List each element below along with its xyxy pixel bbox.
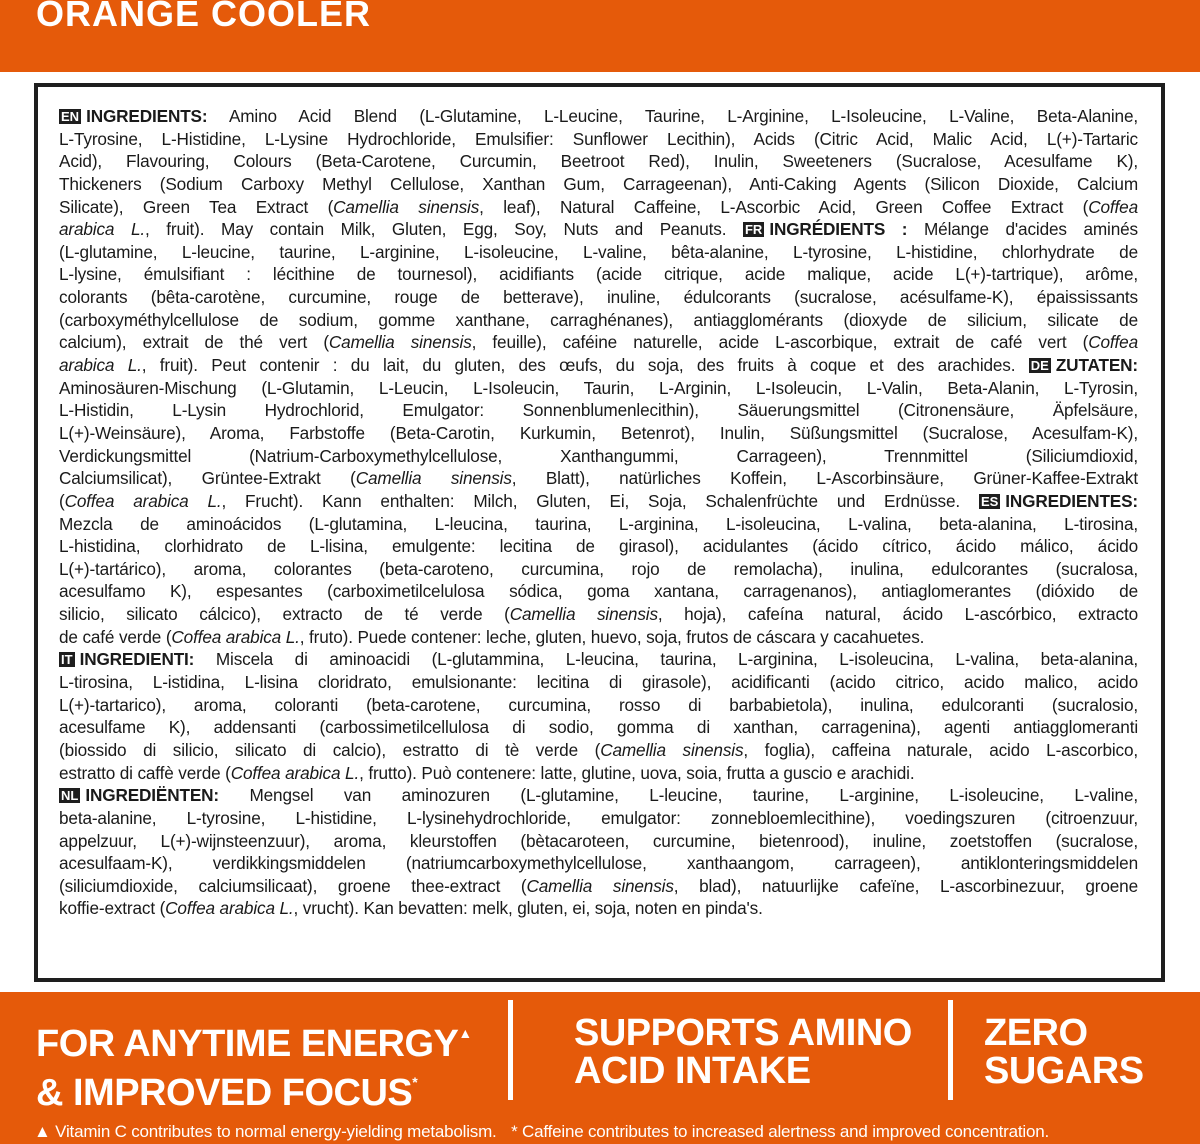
ingredient-text: Camellia sinensis bbox=[333, 196, 480, 217]
ingredient-text: Mélange d'acides aminés bbox=[907, 219, 1138, 240]
ingredient-text: INGREDIENTS: bbox=[86, 106, 208, 126]
ingredient-line bbox=[59, 445, 1138, 468]
ingredient-line bbox=[59, 762, 1138, 785]
ingredient-text: Acid), Flavouring, Colours (Beta-Carotene, Curcumin, Beetroot Red), Inulin, Sweeteners (Sucralose, Acesulfame K), bbox=[59, 151, 1138, 172]
ingredient-text: arabica L. bbox=[59, 355, 142, 376]
ingredient-text: Thickeners (Sodium Carboxy Methyl Cellulose, Xanthan Gum, Carrageenan), Anti-Caking Agents (Silicon Dioxide, Calcium bbox=[59, 173, 1138, 194]
divider bbox=[508, 1000, 513, 1100]
ingredient-line bbox=[59, 309, 1138, 332]
footnote-vitamin-c: ▲ Vitamin C contributes to normal energy-yielding metabolism. bbox=[34, 1122, 497, 1141]
ingredient-text: Coffea arabica L. bbox=[171, 626, 300, 647]
claim-zero-sugars bbox=[984, 1014, 1144, 1090]
ingredient-text: L-Histidin, L-Lysin Hydrochlorid, Emulgator: Sonnenblumenlecithin), Säuerungsmittel (Citronensäure, Äpfelsäure, bbox=[59, 400, 1138, 421]
ingredient-text: , Frucht). Kann enthalten: Milch, Gluten, Ei, Soja, Schalenfrüchte und Erdnüsse. bbox=[221, 490, 979, 511]
triangle-mark-icon: ▲ bbox=[458, 1025, 472, 1041]
flavor-title: ORANGE COOLER bbox=[36, 0, 372, 34]
ingredient-line bbox=[59, 897, 1138, 920]
ingredient-text: (carboxyméthylcellulose de sodium, gomme xanthane, carraghénanes), antiagglomérants (dioxyde de silicium, silicate de bbox=[59, 309, 1138, 330]
ingredient-text: acesulfaam-K), verdikkingsmiddelen (natriumcarboxymethylcellulose, xanthaangom, carrageen), antiklonteringsmiddelen bbox=[59, 853, 1138, 874]
ingredient-line bbox=[59, 535, 1138, 558]
ingredient-text: Coffea bbox=[1088, 332, 1138, 353]
ingredient-text: Camellia sinensis bbox=[328, 332, 472, 353]
ingredient-text: Calciumsilicat), Grüntee-Extrakt ( bbox=[59, 468, 356, 489]
ingredients-text bbox=[59, 105, 1138, 920]
ingredient-line bbox=[59, 852, 1138, 875]
ingredient-text: L-lysine, émulsifiant : lécithine de tournesol), acidifiants (acide citrique, acide malique, acide L(+)-tartrique), arôme, bbox=[59, 264, 1138, 285]
ingredient-line bbox=[59, 671, 1138, 694]
ingredient-line bbox=[59, 626, 1138, 649]
claim-line: FOR ANYTIME ENERGY bbox=[36, 1023, 459, 1065]
ingredient-text: , leaf), Natural Caffeine, L-Ascorbic Acid, Green Coffee Extract ( bbox=[479, 196, 1089, 217]
ingredient-text: Coffea arabica L. bbox=[64, 490, 222, 511]
ingredient-line bbox=[59, 354, 1138, 377]
ingredient-line bbox=[59, 263, 1138, 286]
ingredient-text: calcium), extrait de thé vert ( bbox=[59, 332, 329, 353]
ingredients-panel bbox=[34, 83, 1165, 982]
ingredient-text: estratto di caffè verde ( bbox=[59, 762, 231, 783]
ingredient-text: acesulfamo K), espesantes (carboximetilcelulosa sódica, goma xantana, carragenanos), antiaglomerantes (dióxido de bbox=[59, 581, 1138, 602]
ingredient-text: (siliciumdioxide, calciumsilicaat), groene thee-extract ( bbox=[59, 875, 527, 896]
claim-line: SUPPORTS AMINO bbox=[574, 1012, 912, 1054]
language-badge: IT bbox=[61, 652, 73, 668]
ingredient-text: beta-alanine, L-tyrosine, L-histidine, L-lysinehydrochloride, emulgator: zonnebloemlecithine), voedingszuren (citroenzuur, bbox=[59, 807, 1138, 828]
ingredient-text: Camellia sinensis bbox=[355, 468, 512, 489]
language-badge: FR bbox=[744, 222, 763, 238]
claim-line: SUGARS bbox=[984, 1050, 1144, 1092]
ingredient-line bbox=[59, 830, 1138, 853]
ingredient-text: Aminosäuren-Mischung (L-Glutamin, L-Leucin, L-Isoleucin, Taurin, L-Arginin, L-Isoleucin, L-Valin, Beta-Alanin, L-Tyrosin, bbox=[59, 377, 1138, 398]
ingredient-text: koffie-extract ( bbox=[59, 898, 166, 919]
ingredient-text: Coffea arabica L. bbox=[165, 898, 294, 919]
ingredient-line bbox=[59, 331, 1138, 354]
ingredient-text: , blad), natuurlijke cafeïne, L-ascorbinezuur, groene bbox=[673, 875, 1138, 896]
ingredient-line bbox=[59, 173, 1138, 196]
ingredient-text: , Blatt), natürliches Koffein, L-Ascorbinsäure, Grüner-Kaffee-Extrakt bbox=[511, 468, 1138, 489]
ingredient-text: , fruto). Puede contener: leche, gluten, huevo, soja, frutos de cáscara y cacahuetes. bbox=[299, 626, 925, 647]
ingredient-line bbox=[59, 286, 1138, 309]
ingredient-text: L(+)-tartárico), aroma, colorantes (beta-caroteno, curcumina, rojo de remolacha), inulina, edulcorantes (sucralosa, bbox=[59, 558, 1138, 579]
ingredient-text: Camellia sinensis bbox=[526, 875, 674, 896]
ingredient-text: Mezcla de aminoácidos (L-glutamina, L-leucina, taurina, L-arginina, L-isoleucina, L-valina, beta-alanina, L-tirosina, bbox=[59, 513, 1138, 534]
claims-band bbox=[0, 992, 1200, 1144]
claim-line: ZERO bbox=[984, 1012, 1088, 1054]
divider bbox=[948, 1000, 953, 1100]
footnotes bbox=[34, 1121, 1049, 1143]
footnote-caffeine: * Caffeine contributes to increased alertness and improved concentration. bbox=[511, 1122, 1050, 1141]
claim-line: & IMPROVED FOCUS bbox=[36, 1072, 413, 1114]
ingredient-text: , fruit). Peut contenir : du lait, du gluten, des œufs, du soja, des fruits à coque et des arachides. bbox=[141, 355, 1029, 376]
ingredient-line bbox=[59, 467, 1138, 490]
ingredient-text: (biossido di silicio, silicato di calcio), estratto di tè verde ( bbox=[59, 739, 601, 760]
ingredient-text: (L-glutamine, L-leucine, taurine, L-arginine, L-isoleucine, L-valine, bêta-alanine, L-tyrosine, L-histidine, chlorhydrate de bbox=[59, 241, 1138, 262]
ingredient-text: INGREDIENTI: bbox=[79, 649, 195, 670]
ingredient-text: colorants (bêta-carotène, curcumine, rouge de betterave), inuline, édulcorants (sucralose, acésulfame-K), épaississants bbox=[59, 287, 1138, 308]
ingredient-line bbox=[59, 490, 1138, 513]
asterisk-mark-icon: * bbox=[412, 1074, 418, 1090]
ingredient-line bbox=[59, 875, 1138, 898]
ingredient-line bbox=[59, 739, 1138, 762]
ingredient-text: Camellia sinensis bbox=[509, 604, 658, 625]
ingredient-text: INGREDIENTES: bbox=[1005, 490, 1138, 511]
ingredient-line bbox=[59, 603, 1138, 626]
claim-energy-focus bbox=[36, 1014, 472, 1112]
ingredient-text: , fruit). May contain Milk, Gluten, Egg, Soy, Nuts and Peanuts. bbox=[145, 219, 743, 240]
ingredient-text: appelzuur, L(+)-wijnsteenzuur), aroma, kleurstoffen (bètacaroteen, curcumine, bietenrood), inuline, zoetstoffen (sucralose, bbox=[59, 830, 1138, 851]
ingredient-text: , feuille), caféine naturelle, acide L-ascorbique, extrait de café vert ( bbox=[471, 332, 1089, 353]
ingredient-line bbox=[59, 241, 1138, 264]
ingredient-text: ZUTATEN: bbox=[1055, 355, 1138, 376]
ingredient-line bbox=[59, 513, 1138, 536]
ingredient-line bbox=[59, 648, 1138, 671]
ingredient-line bbox=[59, 558, 1138, 581]
ingredient-line bbox=[59, 580, 1138, 603]
language-badge: NL bbox=[61, 788, 79, 804]
ingredient-line bbox=[59, 784, 1138, 807]
ingredient-text: , vrucht). Kan bevatten: melk, gluten, ei, soja, noten en pinda's. bbox=[293, 898, 763, 919]
ingredient-text: Coffea bbox=[1088, 196, 1138, 217]
ingredient-text: L(+)-Weinsäure), Aroma, Farbstoffe (Beta-Carotin, Kurkumin, Betenrot), Inulin, Süßungsmittel (Sucralose, Acesulfam-K), bbox=[59, 422, 1138, 443]
ingredient-line bbox=[59, 716, 1138, 739]
ingredient-text: L-histidina, clorhidrato de L-lisina, emulgente: lecitina de girasol), acidulantes (ácido cítrico, ácido málico, ácido bbox=[59, 536, 1138, 557]
ingredient-text: L-tirosina, L-istidina, L-lisina cloridrato, emulsionante: lecitina di girasole), acidificanti (acido citrico, acido malico, acido bbox=[59, 672, 1138, 693]
ingredient-text: Silicate), Green Tea Extract ( bbox=[59, 196, 334, 217]
ingredient-line bbox=[59, 196, 1138, 219]
ingredient-line bbox=[59, 399, 1138, 422]
ingredient-text: Camellia sinensis bbox=[600, 739, 744, 760]
ingredient-text: ( bbox=[59, 490, 65, 511]
ingredient-text: L-Tyrosine, L-Histidine, L-Lysine Hydrochloride, Emulsifier: Sunflower Lecithin), Acids (Citric Acid, Malic Acid, L(+)-Tartaric bbox=[59, 128, 1138, 149]
language-badge: EN bbox=[61, 109, 80, 124]
ingredient-text: arabica L. bbox=[59, 219, 145, 240]
ingredient-text: Verdickungsmittel (Natrium-Carboxymethylcellulose, Xanthangummi, Carrageen), Trennmittel (Siliciumdioxid, bbox=[59, 445, 1138, 466]
ingredient-text: de café verde ( bbox=[59, 626, 172, 647]
ingredient-line bbox=[59, 807, 1138, 830]
ingredient-text: Mengsel van aminozuren (L-glutamine, L-leucine, taurine, L-arginine, L-isoleucine, L-valine, bbox=[219, 785, 1138, 806]
ingredient-text: L(+)-tartarico), aroma, coloranti (beta-carotene, curcumina, rosso di barbabietola), inulina, edulcoranti (sucralosio, bbox=[59, 694, 1138, 715]
ingredient-line bbox=[59, 694, 1138, 717]
ingredient-line bbox=[59, 218, 1138, 241]
claim-amino-acid bbox=[574, 1014, 912, 1090]
ingredient-text: acesulfame K), addensanti (carbossimetilcellulosa di sodio, gomma di xanthan, carragenina), agenti antiagglomeranti bbox=[59, 717, 1138, 738]
ingredient-text: Coffea arabica L. bbox=[230, 762, 360, 783]
language-badge: ES bbox=[980, 493, 999, 509]
ingredient-text: , frutto). Può contenere: latte, glutine, uova, soia, frutta a guscio e arachidi. bbox=[359, 762, 915, 783]
ingredient-line bbox=[59, 105, 1138, 128]
ingredient-text: Amino Acid Blend (L-Glutamine, L-Leucine, Taurine, L-Arginine, L-Isoleucine, L-Valine, Beta-Alanine, bbox=[207, 106, 1138, 126]
ingredient-line bbox=[59, 422, 1138, 445]
claim-line: ACID INTAKE bbox=[574, 1050, 811, 1092]
ingredient-text: , foglia), caffeina naturale, acido L-ascorbico, bbox=[743, 739, 1138, 760]
language-badge: DE bbox=[1030, 358, 1049, 374]
ingredient-line bbox=[59, 128, 1138, 151]
ingredient-text: INGRÉDIENTS : bbox=[769, 219, 908, 240]
ingredient-line bbox=[59, 377, 1138, 400]
ingredient-text: Miscela di aminoacidi (L-glutammina, L-leucina, taurina, L-arginina, L-isoleucina, L-valina, beta-alanina, bbox=[194, 649, 1138, 670]
header-band bbox=[0, 0, 1200, 72]
ingredient-text: INGREDIËNTEN: bbox=[85, 785, 219, 806]
ingredient-text: , hoja), cafeína natural, ácido L-ascórbico, extracto bbox=[657, 604, 1138, 625]
ingredient-text: silicio, silicato cálcico), extracto de té verde ( bbox=[59, 604, 510, 625]
ingredient-line bbox=[59, 150, 1138, 173]
